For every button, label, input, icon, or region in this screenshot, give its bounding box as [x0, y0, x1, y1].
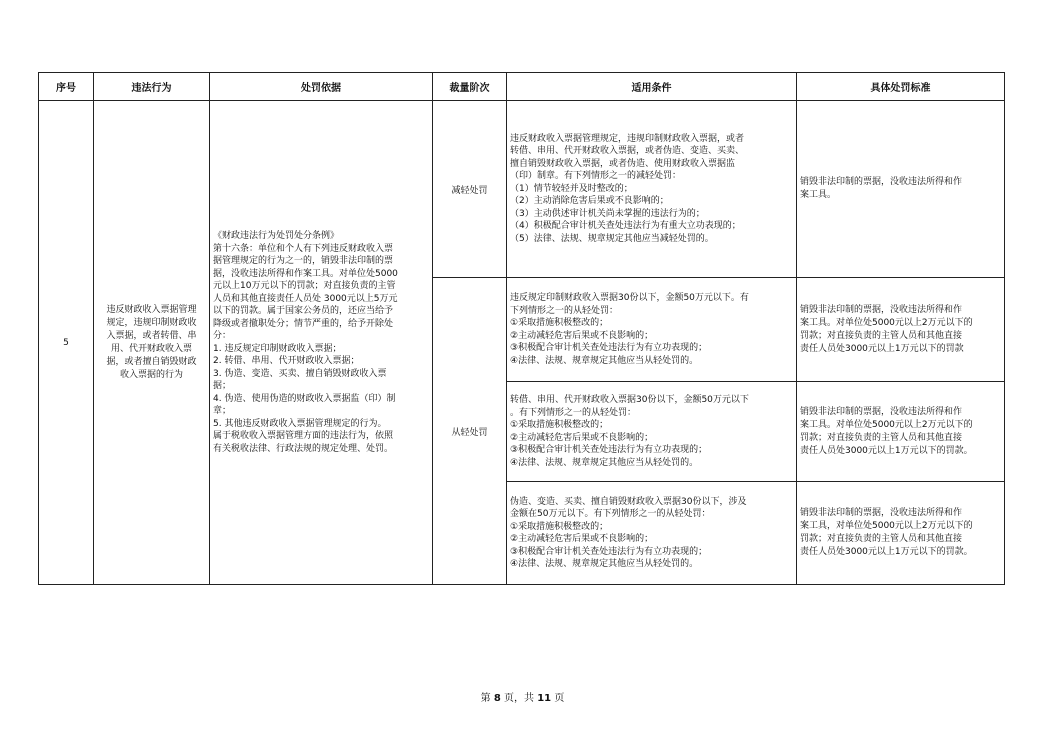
basis-line: 以下的罚款。属于国家公务员的，还应当给予 — [213, 306, 394, 316]
condition-line: （3）主动供述审计机关尚未掌握的违法行为的； — [510, 208, 705, 219]
condition-line: 擅自销毁财政收入票据，或者伪造、使用财政收入票据监 — [510, 158, 736, 169]
basis-line: 3. 伪造、变造、买卖、擅自销毁财政收入票 — [213, 368, 387, 379]
basis-line: 2. 转借、串用、代开财政收入票据； — [213, 356, 360, 366]
standard-line: 罚款；对直接负责的主管人员和其他直接 — [800, 432, 963, 443]
basis-line: 第十六条：单位和个人有下列违反财政收入票 — [213, 243, 394, 254]
condition-line: （2）主动消除危害后果或不良影响的； — [510, 196, 669, 207]
basis-line: 人员和其他直接责任人员处 3000元以上5万元 — [213, 293, 398, 304]
basis-line: 分： — [213, 331, 232, 341]
condition-line: （1）情节较轻并及时整改的； — [510, 183, 633, 194]
basis-line: 据管理规定的行为之一的，销毁非法印制的票 — [213, 256, 394, 266]
basis-line: 属于税收收入票据管理方面的违法行为，依照 — [213, 431, 394, 441]
condition-cell — [507, 482, 797, 585]
basis-line: 5. 其他违反财政收入票据管理规定的行为。 — [213, 418, 387, 429]
condition-cell — [507, 101, 797, 278]
standard-line: 销毁非法印制的票据，没收违法所得和作 — [800, 406, 963, 417]
violation-line: 规定，违规印制财政收 — [106, 317, 197, 328]
condition-line: ③积极配合审计机关查处违法行为有立功表现的； — [510, 445, 708, 455]
condition-line: 违反规定印制财政收入票据30份以下，金额50万元以下。有 — [510, 293, 749, 303]
basis-line: 4. 伪造、使用伪造的财政收入票据监（印）制 — [213, 393, 396, 404]
violation-line: 用、代开财政收入票 — [110, 343, 192, 354]
condition-line: （4）积极配合审计机关查处违法行为有重大立功表现的； — [510, 221, 741, 232]
condition-cell — [507, 382, 797, 482]
standard-line: 案工具。对单位处5000元以上2万元以下的 — [800, 419, 973, 430]
condition-line: ②主动减轻危害后果或不良影响的； — [510, 432, 654, 443]
header-row — [39, 73, 1005, 101]
condition-line: ②主动减轻危害后果或不良影响的； — [510, 534, 654, 544]
standard-line: 罚款；对直接负责的主管人员和其他直接 — [800, 330, 963, 341]
footer-total-pages: 11 — [537, 693, 552, 704]
header-standard: 具体处罚标准 — [797, 73, 1005, 101]
header-conditions: 适用条件 — [507, 73, 797, 101]
condition-line: ③积极配合审计机关查处违法行为有立功表现的； — [510, 343, 708, 353]
condition-line: 。有下列情形之一的从轻处罚： — [510, 407, 637, 418]
basis-line: 降级或者撤职处分；情节严重的，给予开除处 — [213, 318, 394, 329]
condition-line: （5）法律、法规、规章规定其他应当减轻处罚的。 — [510, 233, 714, 244]
basis-line: 有关税收法律、行政法规的规定处理、处罚。 — [213, 443, 394, 454]
page-footer — [0, 689, 1045, 704]
standard-line: 案工具。 — [800, 190, 837, 200]
condition-line: 金额在50万元以下。有下列情形之一的从轻处罚： — [510, 509, 711, 519]
violation-line: 违反财政收入票据管理 — [106, 304, 197, 315]
standard-line: 责任人员处3000元以上1万元以下的罚款 — [800, 343, 964, 354]
condition-line: （印）制章。有下列情形之一的减轻处罚： — [510, 171, 682, 182]
condition-line: ④法律、法规、规章规定其他应当从轻处罚的。 — [510, 355, 699, 366]
condition-line: 下列情形之一的从轻处罚： — [510, 305, 619, 316]
condition-line: 违反财政收入票据管理规定，违规印制财政收入票据，或者 — [510, 133, 745, 144]
header-index: 序号 — [39, 73, 94, 101]
penalty-table — [38, 72, 1005, 585]
condition-line: ④法律、法规、规章规定其他应当从轻处罚的。 — [510, 559, 699, 569]
condition-line: 伪造、变造、买卖、擅自销毁财政收入票据30份以下，涉及 — [510, 496, 747, 507]
standard-line: 销毁非法印制的票据，没收违法所得和作 — [800, 177, 963, 187]
footer-suffix: 页 — [554, 693, 565, 704]
standard-line: 案工具。对单位处5000元以上2万元以下的 — [800, 317, 973, 328]
level-lighter: 减轻处罚 — [433, 101, 507, 278]
basis-line: 《财政违法行为处罚处分条例》 — [213, 231, 340, 241]
basis-line: 1. 违反规定印制财政收入票据； — [213, 343, 342, 354]
standard-line: 责任人员处3000元以上1万元以下的罚款。 — [800, 547, 973, 557]
header-level: 裁量阶次 — [433, 73, 507, 101]
standard-cell — [797, 482, 1005, 585]
table-row — [39, 101, 1005, 278]
condition-line: ①采取措施积极整改的； — [510, 420, 609, 430]
footer-mid: 页，共 — [504, 693, 535, 704]
level-light: 从轻处罚 — [433, 278, 507, 585]
standard-cell — [797, 101, 1005, 278]
standard-line: 责任人员处3000元以上1万元以下的罚款。 — [800, 445, 973, 456]
standard-cell — [797, 278, 1005, 382]
violation-line: 入票据，或者转借、串 — [106, 330, 197, 341]
basis-line: 元以上10万元以下的罚款；对直接负责的主管 — [213, 281, 396, 291]
condition-line: ②主动减轻危害后果或不良影响的； — [510, 330, 654, 341]
basis-line: 据，没收违法所得和作案工具。对单位处5000 — [213, 268, 398, 279]
violation-line: 收入票据的行为 — [119, 369, 183, 380]
condition-line: ③积极配合审计机关查处违法行为有立功表现的； — [510, 546, 708, 557]
standard-line: 罚款；对直接负责的主管人员和其他直接 — [800, 534, 963, 544]
row-index: 5 — [39, 101, 94, 585]
standard-line: 销毁非法印制的票据，没收违法所得和作 — [800, 304, 963, 315]
header-basis: 处罚依据 — [210, 73, 433, 101]
standard-cell — [797, 382, 1005, 482]
condition-line: ④法律、法规、规章规定其他应当从轻处罚的。 — [510, 457, 699, 468]
condition-line: ①采取措施积极整改的； — [510, 521, 609, 532]
condition-line: 转借、串用、代开财政收入票据30份以下，金额50万元以下 — [510, 395, 749, 405]
basis-line: 据； — [213, 381, 232, 391]
condition-line: 转借、串用、代开财政收入票据，或者伪造、变造、买卖、 — [510, 146, 745, 157]
footer-prefix: 第 — [480, 693, 491, 704]
condition-cell — [507, 278, 797, 382]
violation-line: 据，或者擅自销毁财政 — [106, 356, 197, 367]
condition-line: ①采取措施积极整改的； — [510, 318, 609, 328]
footer-page-number: 8 — [493, 693, 501, 704]
standard-line: 案工具，对单位处5000元以上2万元以下的 — [800, 521, 973, 531]
basis-cell — [210, 101, 433, 585]
standard-line: 销毁非法印制的票据，没收违法所得和作 — [800, 508, 963, 518]
violation-cell — [94, 101, 210, 585]
basis-line: 章； — [213, 406, 232, 416]
header-violation: 违法行为 — [94, 73, 210, 101]
